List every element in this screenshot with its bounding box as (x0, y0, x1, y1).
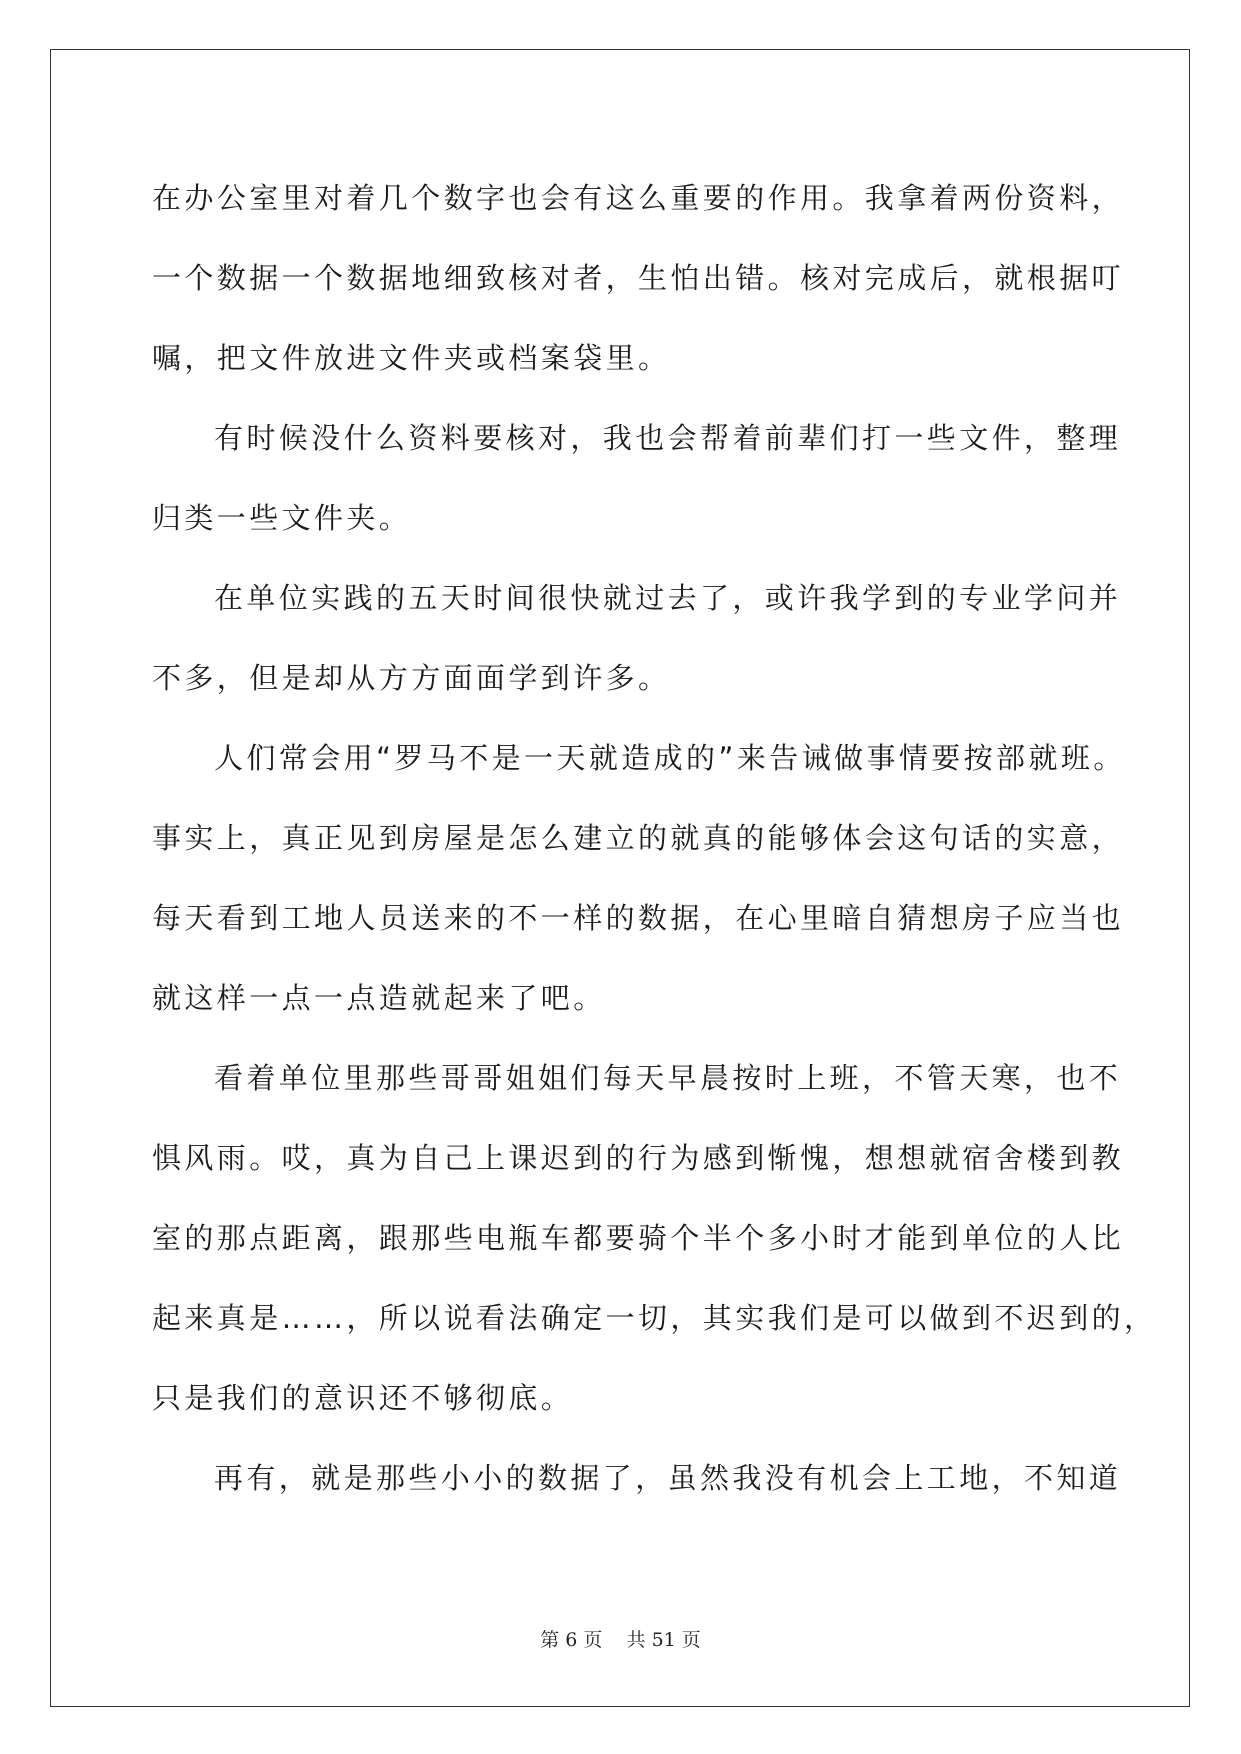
text-line: 惧风雨。哎，真为自己上课迟到的行为感到惭愧，想想就宿舍楼到教 (152, 1141, 1125, 1175)
text-line: 每天看到工地人员送来的不一样的数据，在心里暗自猜想房子应当也 (152, 901, 1125, 935)
text-line: 室的那点距离，跟那些电瓶车都要骑个半个多小时才能到单位的人比 (152, 1221, 1125, 1255)
text-line: 不多，但是却从方方面面学到许多。 (152, 661, 671, 695)
text-line: 就这样一点一点造就起来了吧。 (152, 981, 606, 1015)
paragraph-first-line: 人们常会用“罗马不是一天就造成的”来告诫做事情要按部就班。 (214, 741, 1126, 775)
text-line: 事实上，真正见到房屋是怎么建立的就真的能够体会这句话的实意， (152, 821, 1125, 855)
paragraph-first-line: 有时候没什么资料要核对，我也会帮着前辈们打一些文件，整理 (214, 421, 1122, 455)
text-line: 只是我们的意识还不够彻底。 (152, 1381, 574, 1415)
page-number-footer: 第 6 页 共 51 页 (540, 1629, 701, 1651)
text-line: 在办公室里对着几个数字也会有这么重要的作用。我拿着两份资料， (152, 181, 1125, 215)
paragraph-first-line: 在单位实践的五天时间很快就过去了，或许我学到的专业学问并 (214, 581, 1122, 615)
text-line: 起来真是……，所以说看法确定一切，其实我们是可以做到不迟到的， (152, 1301, 1157, 1335)
text-line: 归类一些文件夹。 (152, 501, 412, 535)
paragraph-first-line: 再有，就是那些小小的数据了，虽然我没有机会上工地，不知道 (214, 1461, 1122, 1495)
text-line: 一个数据一个数据地细致核对者，生怕出错。核对完成后，就根据叮 (152, 261, 1125, 295)
document-body (152, 158, 1157, 1518)
text-line: 嘱，把文件放进文件夹或档案袋里。 (152, 341, 671, 375)
paragraph-first-line: 看着单位里那些哥哥姐姐们每天早晨按时上班，不管天寒，也不 (214, 1061, 1122, 1095)
